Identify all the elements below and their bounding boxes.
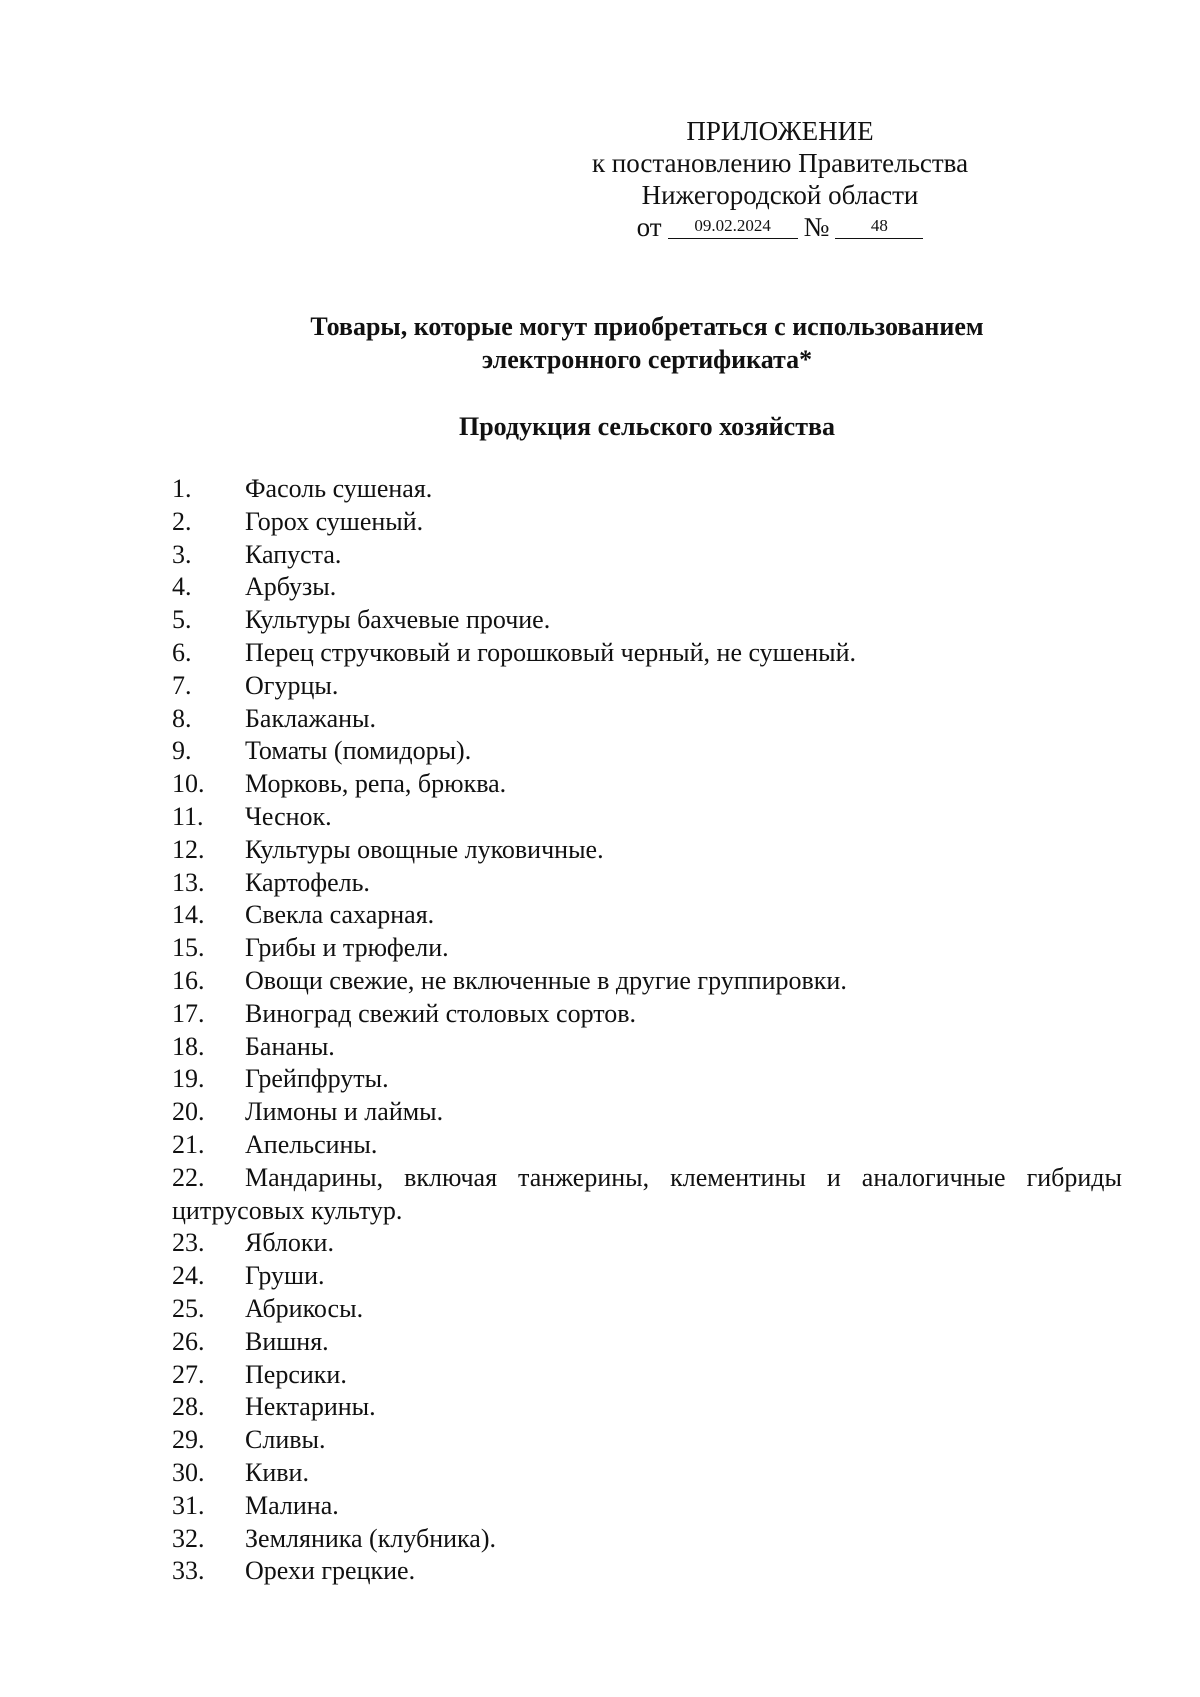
list-item	[172, 1162, 1122, 1228]
list-item-number: 8.	[172, 703, 192, 733]
list-item-number: 16.	[172, 965, 205, 995]
list-item	[172, 1359, 1122, 1392]
list-item	[172, 932, 1122, 965]
list-item	[172, 1523, 1122, 1556]
list-item-number: 3.	[172, 539, 192, 569]
list-item-text: Вишня.	[245, 1326, 329, 1356]
list-item-number: 23.	[172, 1228, 205, 1258]
list-item	[172, 899, 1122, 932]
list-item-text: Лимоны и лаймы.	[245, 1097, 444, 1127]
appendix-date-number-line	[637, 211, 924, 243]
list-item-number: 10.	[172, 769, 205, 799]
document-title-line-1: Товары, которые могут приобретаться с использованием	[310, 312, 984, 341]
section-title: Продукция сельского хозяйства	[458, 412, 836, 441]
list-item-text: Груши.	[245, 1261, 325, 1291]
list-item	[172, 735, 1122, 768]
list-item-number: 4.	[172, 572, 192, 602]
list-item-number: 26.	[172, 1326, 205, 1356]
list-item	[172, 1326, 1122, 1359]
list-item-text: Культуры бахчевые прочие.	[245, 605, 551, 635]
list-item-number: 18.	[172, 1031, 205, 1061]
list-item-text: Чеснок.	[245, 801, 332, 831]
list-item	[172, 1063, 1122, 1096]
document-title	[172, 310, 1122, 376]
list-item-text: Орехи грецкие.	[245, 1556, 416, 1586]
list-item	[172, 1293, 1122, 1326]
list-item-number: 25.	[172, 1293, 205, 1323]
list-item-number: 6.	[172, 637, 192, 667]
list-item-text: Овощи свежие, не включенные в другие группировки.	[245, 965, 847, 995]
list-item-text: Грибы и трюфели.	[245, 933, 449, 963]
list-item-text: Апельсины.	[245, 1129, 378, 1159]
appendix-header	[560, 115, 1000, 243]
list-item-number: 5.	[172, 605, 192, 635]
list-item	[172, 1490, 1122, 1523]
list-item-text: Земляника (клубника).	[245, 1523, 496, 1553]
list-item	[172, 834, 1122, 867]
list-item-text: Баклажаны.	[245, 703, 377, 733]
list-item-text: Культуры овощные луковичные.	[245, 834, 604, 864]
list-item-text: Картофель.	[245, 867, 370, 897]
list-item-number: 21.	[172, 1129, 205, 1159]
list-item	[172, 1227, 1122, 1260]
list-item-text: Нектарины.	[245, 1392, 376, 1422]
list-item-number: 2.	[172, 506, 192, 536]
list-item-number: 15.	[172, 933, 205, 963]
list-item-number: 29.	[172, 1425, 205, 1455]
list-item-number: 24.	[172, 1261, 205, 1291]
list-item-number: 30.	[172, 1457, 205, 1487]
list-item-number: 33.	[172, 1556, 205, 1586]
list-item-number: 11.	[172, 801, 204, 831]
list-item	[172, 965, 1122, 998]
list-item	[172, 1391, 1122, 1424]
list-item-number: 19.	[172, 1064, 205, 1094]
resolution-date: 09.02.2024	[668, 216, 798, 239]
list-item-number: 9.	[172, 736, 192, 766]
list-item	[172, 637, 1122, 670]
list-item-text: Томаты (помидоры).	[245, 736, 472, 766]
list-item	[172, 604, 1122, 637]
list-item-text: Горох сушеный.	[245, 506, 424, 536]
list-item-text: Грейпфруты.	[245, 1064, 389, 1094]
list-item-number: 14.	[172, 900, 205, 930]
list-item	[172, 768, 1122, 801]
list-item	[172, 571, 1122, 604]
appendix-region-line: Нижегородской области	[641, 180, 919, 210]
list-item	[172, 1457, 1122, 1490]
list-item	[172, 506, 1122, 539]
list-item-text: Сливы.	[245, 1425, 326, 1455]
list-item	[172, 801, 1122, 834]
list-item-text: Абрикосы.	[245, 1293, 364, 1323]
list-item-number: 32.	[172, 1523, 205, 1553]
list-item-text: Капуста.	[245, 539, 342, 569]
list-item-text: Киви.	[245, 1457, 309, 1487]
goods-list	[172, 473, 1122, 1588]
list-item	[172, 1129, 1122, 1162]
list-item-text: Виноград свежий столовых сортов.	[245, 998, 637, 1028]
list-item-text: Мандарины, включая танжерины, клементины и аналогичные гибриды цитрусовых культур.	[172, 1162, 1122, 1225]
list-item-number: 31.	[172, 1490, 205, 1520]
list-item	[172, 473, 1122, 506]
list-item-text: Арбузы.	[245, 572, 337, 602]
appendix-title: ПРИЛОЖЕНИЕ	[686, 116, 874, 146]
list-item	[172, 1096, 1122, 1129]
list-item	[172, 1424, 1122, 1457]
list-item-text: Перец стручковый и горошковый черный, не сушеный.	[245, 637, 857, 667]
list-item-text: Яблоки.	[245, 1228, 334, 1258]
list-item	[172, 867, 1122, 900]
list-item	[172, 998, 1122, 1031]
list-item	[172, 1031, 1122, 1064]
from-label: от	[636, 212, 662, 242]
resolution-number: 48	[835, 216, 923, 239]
list-item-text: Фасоль сушеная.	[245, 474, 433, 503]
list-item	[172, 1555, 1122, 1588]
list-item-number: 1.	[172, 474, 192, 503]
number-label: №	[803, 212, 830, 242]
list-item-text: Персики.	[245, 1359, 347, 1389]
list-item-text: Бананы.	[245, 1031, 335, 1061]
list-item-number: 28.	[172, 1392, 205, 1422]
list-item-number: 20.	[172, 1097, 205, 1127]
list-item	[172, 703, 1122, 736]
list-item-text: Свекла сахарная.	[245, 900, 435, 930]
list-item-text: Огурцы.	[245, 670, 339, 700]
list-item	[172, 1260, 1122, 1293]
list-item-text: Малина.	[245, 1490, 339, 1520]
list-item	[172, 670, 1122, 703]
list-item-number: 27.	[172, 1359, 205, 1389]
document-title-line-2: электронного сертификата*	[481, 345, 813, 374]
list-item-number: 17.	[172, 998, 205, 1028]
list-item-number: 13.	[172, 867, 205, 897]
list-item-number: 12.	[172, 834, 205, 864]
list-item	[172, 539, 1122, 572]
list-item-number: 22.	[172, 1162, 205, 1192]
list-item-text: Морковь, репа, брюква.	[245, 769, 507, 799]
list-item-number: 7.	[172, 670, 192, 700]
appendix-resolution-line: к постановлению Правительства	[591, 148, 969, 178]
